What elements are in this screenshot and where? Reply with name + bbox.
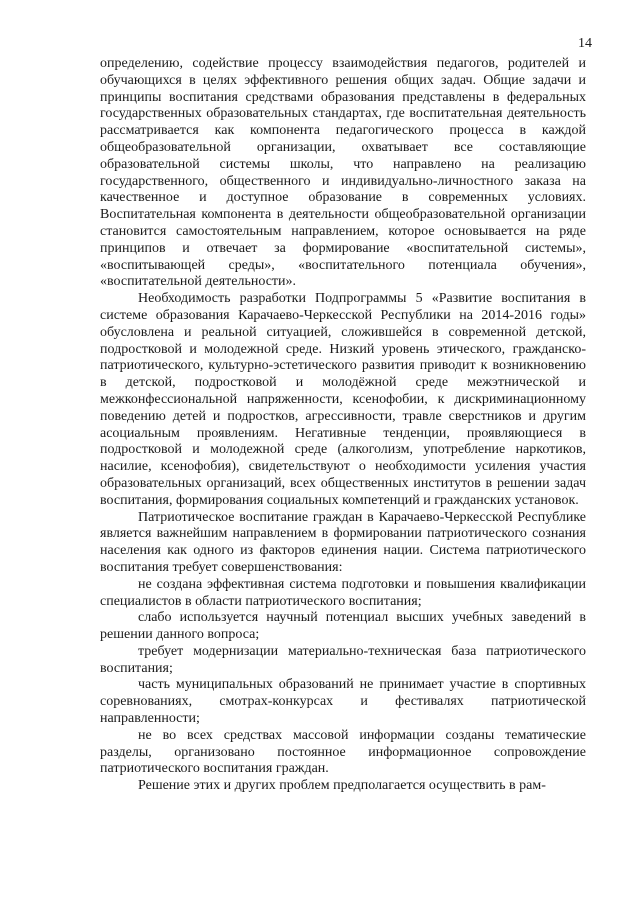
paragraph-patriotic-education: Патриотическое воспитание граждан в Карачаево-Черкесской Республике является важнейшим направлением в формировании патриотического сознания населения как одного из факторов единения нации. Система патриотического воспитания требует совершенствования:: [100, 509, 586, 575]
paragraph-subprogram-need: Необходимость разработки Подпрограммы 5 «Развитие воспитания в системе образования Карачаево-Черкесской Республики на 2014-2016 годы» обусловлена и реальной ситуацией, сложившейся в современной детской, подростковой и молодежной среде. Низкий уровень этического, гражданско-патриотического, культурно-эстетического развития приводит к возникновению в детской, подростковой и молодёжной среде межэтнической и межконфессиональной напряженности, ксенофобии, к дискриминационному поведению детей и подростков, агрессивности, травле сверстников и другим асоциальным проявлениям. Негативные тенденции, проявляющиеся в подростковой и молодежной среде (алкоголизм, употребление наркотиков, насилие, ксенофобия), свидетельствуют о необходимости усиления участия образовательных организаций, всех общественных институтов в решении задач воспитания, формирования социальных компетенций и гражданских установок.: [100, 291, 586, 508]
body-text: [100, 56, 586, 795]
page-number: 14: [578, 36, 592, 51]
list-item-training-system: не создана эффективная система подготовки и повышения квалификации специалистов в области патриотического воспитания;: [100, 576, 586, 609]
list-item-municipal-participation: часть муниципальных образований не принимает участие в спортивных соревнованиях, смотрах-конкурсах и фестивалях патриотической направленности;: [100, 677, 586, 727]
paragraph-solution: Решение этих и других проблем предполагается осуществить в рам-: [138, 778, 546, 794]
paragraph-continuation: определению, содействие процессу взаимодействия педагогов, родителей и обучающихся в целях эффективного решения общих задач. Общие задачи и принципы воспитания средствами образования представлены в федеральных государственных образовательных стандартах, где воспитательная деятельность рассматривается как компонента педагогического процесса в каждой общеобразовательной организации, охватывает все составляющие образовательной системы школы, что направлено на реализацию государственного, общественного и индивидуально-личностного заказа на качественное и доступное образование в современных условиях. Воспитательная компонента в деятельности общеобразовательной организации становится самостоятельным направлением, которое основывается на ряде принципов и отвечает за формирование «воспитательной системы», «воспитывающей среды», «воспитательного потенциала обучения», «воспитательной деятельности».: [100, 56, 586, 290]
list-item-scientific-potential: слабо используется научный потенциал высших учебных заведений в решении данного вопроса;: [100, 610, 586, 643]
list-item-media-coverage: не во всех средствах массовой информации созданы тематические разделы, организовано постоянное информационное сопровождение патриотического воспитания граждан.: [100, 727, 586, 777]
list-item-material-base: требует модернизации материально-техническая база патриотического воспитания;: [100, 643, 586, 676]
